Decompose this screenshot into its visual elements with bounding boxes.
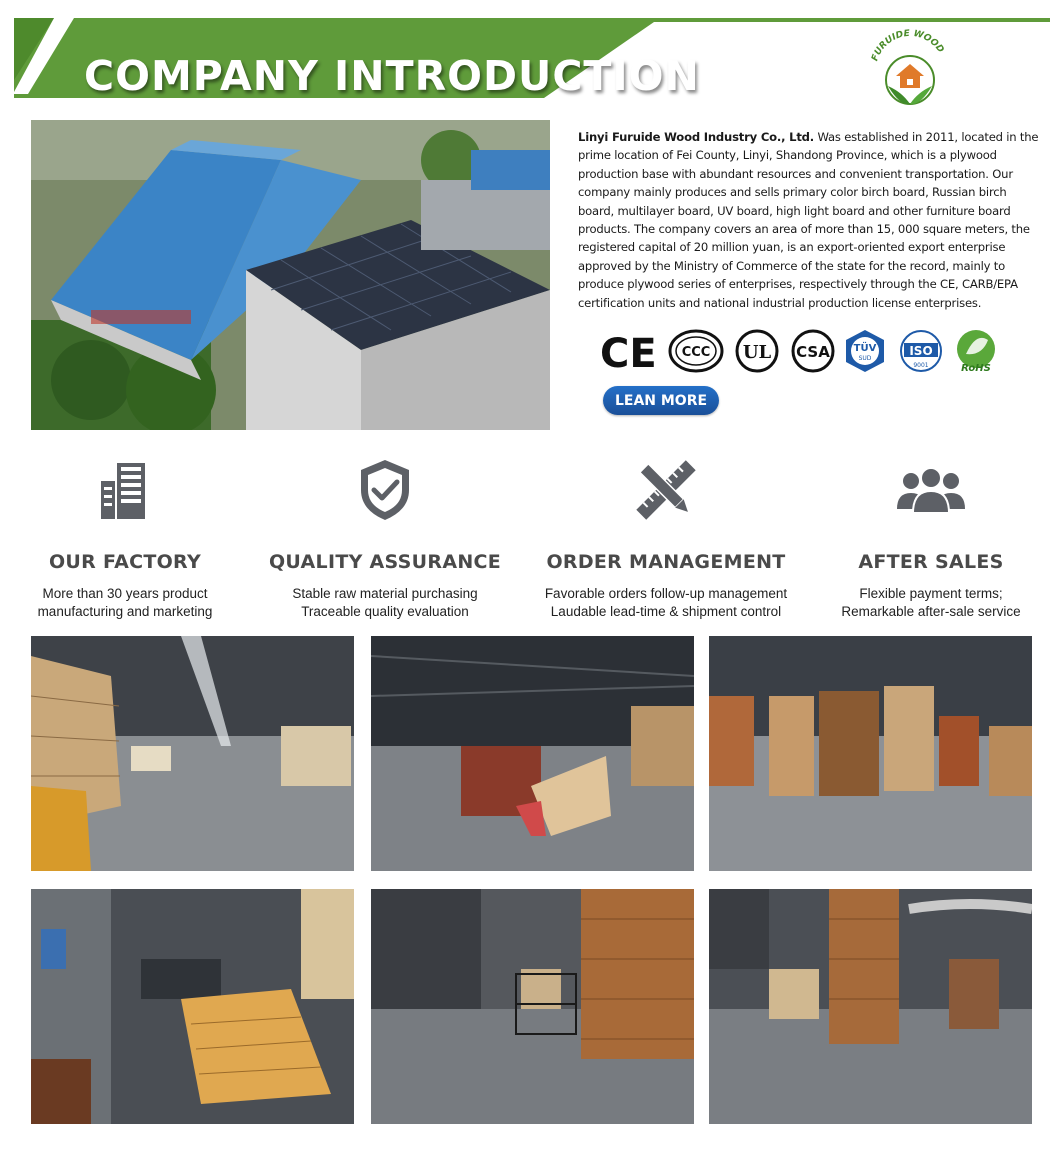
feature-line: More than 30 years product: [42, 586, 208, 601]
iso-text: ISO: [909, 344, 933, 358]
feature-line: Remarkable after-sale service: [841, 604, 1021, 619]
ccc-text: CCC: [681, 345, 711, 360]
tuv-mark-icon: [842, 328, 888, 374]
furuide-logo: [862, 26, 958, 112]
feature-line: Favorable orders follow-up management: [544, 586, 788, 601]
feature-title: OUR FACTORY: [48, 551, 202, 573]
warehouse-photo: [709, 636, 1032, 871]
feature-order-management: [541, 455, 791, 621]
tuv-sub-text: SUD: [858, 355, 872, 362]
shield-check-icon: [260, 455, 510, 525]
csa-text: CSA: [796, 343, 830, 361]
feature-line: Flexible payment terms;: [859, 586, 1003, 601]
tuv-text: TÜV: [853, 343, 877, 354]
feature-our-factory: [0, 455, 250, 621]
learn-more-button[interactable]: LEAN MORE: [603, 386, 719, 415]
company-name: Linyi Furuide Wood Industry Co., Ltd.: [578, 130, 814, 144]
pencil-ruler-icon: [541, 455, 791, 525]
feature-line: Stable raw material purchasing: [292, 586, 478, 601]
feature-quality-assurance: [260, 455, 510, 621]
svg-text:FURUIDE WOOD: FURUIDE WOOD: [870, 28, 946, 63]
warehouse-photo: [371, 636, 694, 871]
warehouse-photo: [371, 889, 694, 1124]
company-intro: [578, 128, 1040, 312]
ce-text: CE: [600, 331, 657, 373]
feature-title: ORDER MANAGEMENT: [546, 551, 786, 573]
ce-mark-icon: [600, 328, 658, 374]
rohs-text: RoHS: [961, 363, 991, 374]
warehouse-photo: [31, 889, 354, 1124]
feature-line: Traceable quality evaluation: [301, 604, 469, 619]
feature-line: manufacturing and marketing: [37, 604, 213, 619]
feature-after-sales: [806, 455, 1056, 621]
iso-mark-icon: [898, 328, 944, 374]
warehouse-photo: [709, 889, 1032, 1124]
feature-line: Laudable lead-time & shipment control: [550, 604, 782, 619]
factory-aerial-photo: [31, 120, 550, 430]
iso-sub-text: 9001: [913, 362, 929, 369]
users-icon: [806, 455, 1056, 525]
ul-text: UL: [742, 342, 772, 363]
feature-title: QUALITY ASSURANCE: [268, 551, 502, 573]
warehouse-photo: [31, 636, 354, 871]
ul-mark-icon: [734, 328, 780, 374]
certifications-row: [600, 328, 1010, 374]
building-icon: [0, 455, 250, 525]
feature-title: AFTER SALES: [858, 551, 1004, 573]
company-description: Was established in 2011, located in the prime location of Fei County, Linyi, Shandong Province, which is a plywood production base with abundant resources and convenient transportation. Our company mainly produces and sells primary color birch board, Russian birch board, multilayer board, UV board, high light board and other furniture board products. The company covers an area of more than 15, 000 square meters, the registered capital of 20 million yuan, is an export-oriented export enterprise approved by the Ministry of Commerce of the state for the record, mainly to produce plywood series of enterprises, respectively through the CE, CARB/EPA certification units and national industrial production license enterprises.: [578, 130, 1039, 310]
csa-mark-icon: [790, 328, 836, 374]
page-title: COMPANY INTRODUCTION: [84, 52, 700, 100]
rohs-mark-icon: [952, 328, 1000, 374]
ccc-mark-icon: [668, 328, 724, 374]
